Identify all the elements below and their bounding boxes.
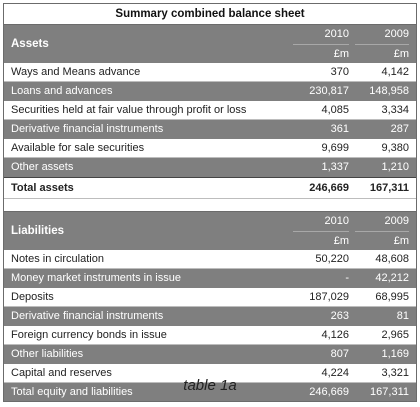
year-label: 2009 bbox=[355, 212, 409, 232]
table-row bbox=[4, 82, 416, 101]
value-2009: 167,311 bbox=[370, 386, 409, 398]
value-2009: 3,334 bbox=[381, 104, 409, 116]
row-label: Deposits bbox=[11, 291, 54, 303]
row-label: Money market instruments in issue bbox=[11, 272, 181, 284]
table-row bbox=[4, 250, 416, 269]
row-label: Capital and reserves bbox=[11, 367, 112, 379]
value-2010: 187,029 bbox=[309, 291, 349, 303]
unit-label: £m bbox=[393, 48, 409, 60]
row-label: Foreign currency bonds in issue bbox=[11, 329, 167, 341]
liabilities-col-2009 bbox=[355, 212, 416, 250]
value-2009: 81 bbox=[396, 310, 409, 322]
table-row bbox=[4, 269, 416, 288]
value-2010: 807 bbox=[330, 348, 349, 360]
assets-header bbox=[4, 25, 416, 63]
liabilities-header bbox=[4, 212, 416, 250]
value-2009: 42,212 bbox=[375, 272, 409, 284]
row-label: Derivative financial instruments bbox=[11, 310, 164, 322]
value-2010: 9,699 bbox=[321, 142, 349, 154]
unit-label: £m bbox=[393, 235, 409, 247]
value-2009: 3,321 bbox=[381, 367, 409, 379]
value-2009: 68,995 bbox=[375, 291, 409, 303]
table-title: Summary combined balance sheet bbox=[4, 4, 416, 25]
value-2010: 50,220 bbox=[315, 253, 349, 265]
row-label: Other liabilities bbox=[11, 348, 84, 360]
year-label: 2010 bbox=[293, 25, 349, 45]
unit-label: £m bbox=[333, 48, 349, 60]
table-row bbox=[4, 307, 416, 326]
value-2010: 361 bbox=[330, 123, 349, 135]
table-row bbox=[4, 158, 416, 177]
balance-sheet-table bbox=[3, 3, 417, 402]
row-label: Total assets bbox=[11, 182, 74, 194]
row-label: Total equity and liabilities bbox=[11, 386, 133, 398]
table-row bbox=[4, 139, 416, 158]
value-2010: 4,126 bbox=[321, 329, 349, 341]
total-assets-row bbox=[4, 177, 416, 199]
row-label: Available for sale securities bbox=[11, 142, 145, 154]
value-2010: 1,337 bbox=[321, 161, 349, 173]
table-row bbox=[4, 63, 416, 82]
value-2009: 1,210 bbox=[381, 161, 409, 173]
row-label: Ways and Means advance bbox=[11, 66, 141, 78]
table-row bbox=[4, 101, 416, 120]
liabilities-heading: Liabilities bbox=[11, 225, 65, 237]
assets-heading: Assets bbox=[11, 38, 49, 50]
value-2010: 246,669 bbox=[309, 386, 349, 398]
value-2009: 4,142 bbox=[381, 66, 409, 78]
row-label: Loans and advances bbox=[11, 85, 113, 97]
section-spacer bbox=[4, 199, 416, 212]
value-2010: 370 bbox=[330, 66, 349, 78]
table-row bbox=[4, 345, 416, 364]
row-label: Derivative financial instruments bbox=[11, 123, 164, 135]
year-label: 2010 bbox=[293, 212, 349, 232]
table-row bbox=[4, 326, 416, 345]
row-label: Notes in circulation bbox=[11, 253, 104, 265]
year-label: 2009 bbox=[355, 25, 409, 45]
value-2009: 1,169 bbox=[381, 348, 409, 360]
value-2009: 148,958 bbox=[369, 85, 409, 97]
assets-col-2010 bbox=[293, 25, 355, 63]
assets-col-2009 bbox=[355, 25, 416, 63]
liabilities-col-2010 bbox=[293, 212, 355, 250]
value-2009: 9,380 bbox=[381, 142, 409, 154]
value-2010: 230,817 bbox=[309, 85, 349, 97]
value-2009: 167,311 bbox=[369, 182, 409, 194]
value-2009: 48,608 bbox=[375, 253, 409, 265]
value-2010: 263 bbox=[330, 310, 349, 322]
table-row bbox=[4, 288, 416, 307]
row-label: Securities held at fair value through profit or loss bbox=[11, 104, 247, 116]
value-2009: 2,965 bbox=[381, 329, 409, 341]
value-2010: 246,669 bbox=[309, 182, 349, 194]
table-row bbox=[4, 120, 416, 139]
value-2009: 287 bbox=[390, 123, 409, 135]
row-label: Other assets bbox=[11, 161, 74, 173]
value-2010: 4,224 bbox=[321, 367, 349, 379]
unit-label: £m bbox=[333, 235, 349, 247]
value-2010: 4,085 bbox=[321, 104, 349, 116]
table-caption: table 1a bbox=[183, 377, 237, 394]
value-2010: - bbox=[345, 272, 349, 284]
